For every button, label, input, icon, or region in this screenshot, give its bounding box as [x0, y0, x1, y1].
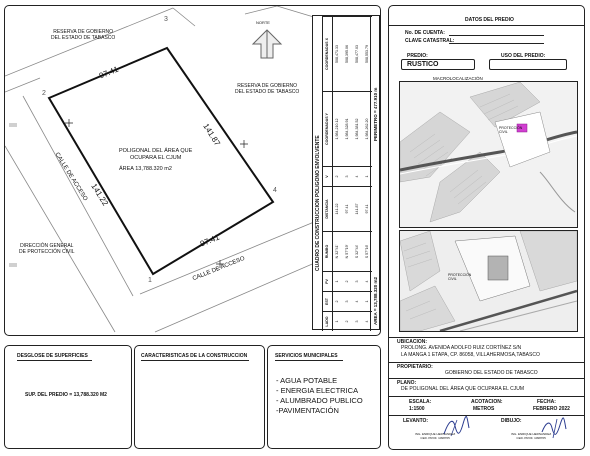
servicio-item: - ALUMBRADO PUBLICO [276, 396, 363, 405]
table-title: CUADRO DE CONSTRUCCION POLIGONO ENVOLVENTE [315, 135, 321, 271]
propietario-value: GOBIERNO DEL ESTADO DE TABASCO [445, 370, 538, 376]
acotacion-value: METROS [473, 406, 495, 412]
sheet-header-title: DATOS DEL PREDIO [465, 17, 514, 23]
construction-table [312, 15, 380, 330]
calle-bottom-label: CALLE DE ACCESO [191, 255, 246, 283]
levanto-label: LEVANTO: [403, 418, 429, 424]
reserva-top-label: RESERVA DE GOBIERNO DEL ESTADO DE TABASCO [51, 29, 116, 41]
servicios-title: SERVICIOS MUNICIPALES [275, 353, 338, 359]
macrolocalization-map [399, 81, 578, 228]
superficies-title: DESGLOSE DE SUPERFICIES [17, 353, 88, 359]
ubicacion-value: PROLONG. AVENIDA ADOLFO RUIZ CORTÍNEZ S/N LA MANGA 1 ETAPA, CP. 86058, VILLAHERMOSA,TABASCO [401, 345, 540, 358]
firma-1: ING. ENRIQUE HERNANDEZ CED. PROF. 1098765 [415, 432, 456, 440]
servicio-item: - AGUA POTABLE [276, 376, 338, 385]
side-bottom-distance: 97.41 [198, 232, 221, 249]
table-footer-area: AREA = 13,788.320 m2 [373, 277, 378, 325]
vertex-label-4: 4 [273, 187, 277, 194]
superficies-value: SUP. DEL PREDIO = 13,788.320 M2 [25, 392, 107, 398]
side-top-distance: 97.41 [97, 64, 120, 81]
table-row: 2 3 2 N 57°19' 97.41 3 1,984,328.91 508,395.06 [342, 16, 352, 331]
propietario-label: PROPIETARIO: [397, 364, 433, 370]
map-label-1: PROTECCIÓN CIVIL [499, 126, 523, 134]
title-sheet [388, 5, 585, 450]
fecha-value: FEBRERO 2022 [533, 406, 570, 412]
table-row: 4 1 4 S 57°16' 97.41 1 1,984,262.20 508,553.79 [362, 16, 372, 331]
servicio-item: - ENERGIA ELECTRICA [276, 386, 359, 395]
direccion-label: DIRECCIÓN GENERAL DE PROTECCIÓN CIVIL [19, 243, 75, 255]
vertex-label-2: 2 [42, 90, 46, 97]
table-footer-perimetro: PERIMETRO = 477.910 m [373, 87, 378, 141]
no-cuenta-label: No. DE CUENTA: [405, 30, 445, 36]
dibujo-label: DIBUJO: [501, 418, 522, 424]
acotacion-label: ACOTACION: [471, 399, 503, 405]
table-row: 3 4 3 S 32°44' 141.87 4 1,984,381.52 508,477.03 [352, 16, 362, 331]
ubicacion-label: UBICACION: [397, 339, 427, 345]
table-row: 1 2 1 N 32°41' 141.22 2 1,984,210.12 508,471.33 [332, 16, 342, 331]
caracteristicas-box [134, 345, 265, 449]
servicios-box [267, 345, 381, 449]
macro-label: MACROLOCALIZACIÓN [433, 76, 483, 81]
reserva-right-label: RESERVA DE GOBIERNO DEL ESTADO DE TABASCO [235, 83, 300, 95]
escala-value: 1:1500 [409, 406, 425, 412]
microlocalization-map [399, 230, 578, 332]
table-header-row: LADO EST PV RUMBO DISTANCIA V COORDENADAS Y COORDENADAS X [323, 16, 333, 331]
uso-value-box [489, 59, 567, 70]
uso-label: USO DEL PREDIO: [501, 53, 546, 59]
caracteristicas-title: CARACTERISTICAS DE LA CONSTRUCCION [141, 353, 248, 359]
north-label: NORTE [256, 20, 270, 25]
plano-value: DE POLIGONAL DEL ÁREA QUE OCUPARA EL CJUM [401, 386, 524, 392]
map-label-2: PROTECCIÓN CIVIL [448, 273, 472, 281]
firma-2: ING. ENRIQUE HERNANDEZ CED. PROF. 1098765 [511, 432, 552, 440]
superficies-box [4, 345, 132, 449]
polygon-area: ÁREA 13,788.320 m2 [119, 166, 172, 172]
predio-value: RUSTICO [407, 61, 439, 68]
side-right-distance: 141.87 [201, 121, 222, 148]
side-left-distance: 141.22 [89, 181, 110, 208]
vertex-label-3: 3 [164, 16, 168, 23]
escala-label: ESCALA: [409, 399, 432, 405]
north-arrow-icon [253, 30, 281, 58]
predio-label: PREDIO: [407, 53, 428, 59]
vertex-label-1: 1 [148, 277, 152, 284]
calle-left-label: CALLE DE ACCESO [53, 151, 89, 203]
plano-label: PLANO: [397, 380, 417, 386]
fecha-label: FECHA: [537, 399, 556, 405]
polygon-description: POLIGONAL DEL ÁREA QUE OCUPARA EL CJUM [119, 148, 193, 161]
servicio-item: -PAVIMENTACIÓN [276, 406, 339, 415]
clave-label: CLAVE CATASTRAL: [405, 38, 455, 44]
